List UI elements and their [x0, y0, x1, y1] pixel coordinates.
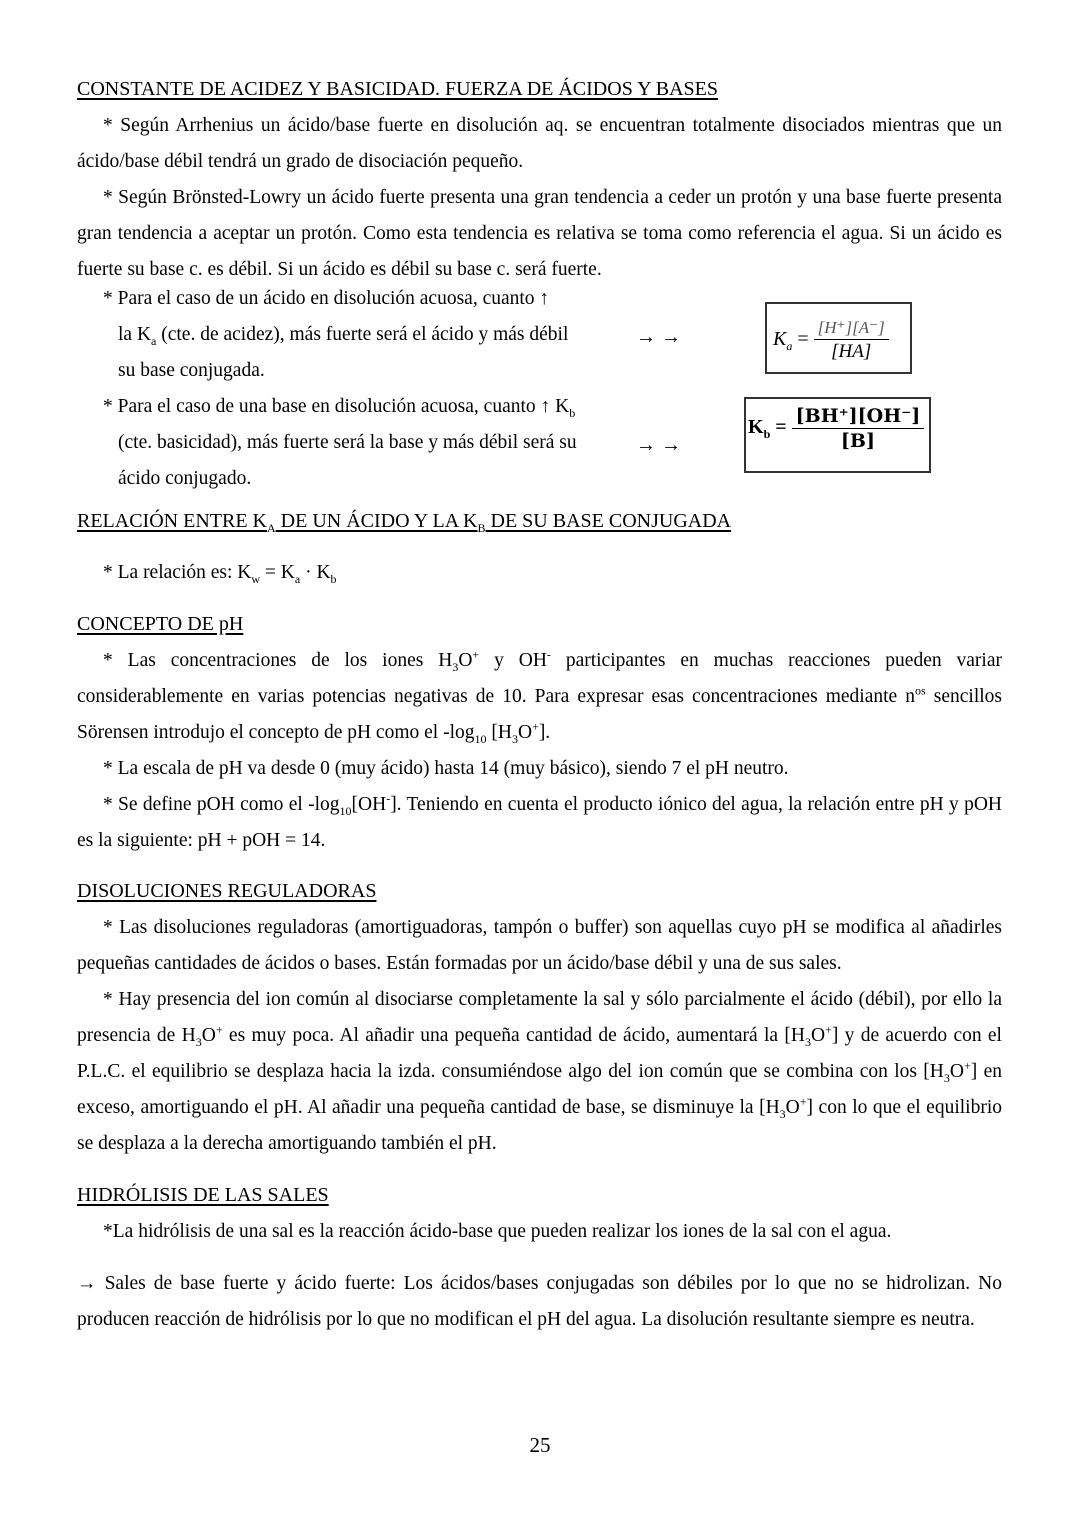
buf-a: * Hay presencia del ion común al disociarse completamente la sal y sólo parcialmente el ácido (débil), por ello la presencia de H: [77, 989, 1002, 1046]
buf-g: ] en exceso, amortiguando el pH. Al añadir una pequeña cantidad de base, se disminuye la [H: [77, 1061, 1002, 1118]
ph-p1-sup-os: os: [915, 683, 926, 698]
buf-sub4: 3: [779, 1106, 786, 1121]
para-strong-base-strong-acid: → Sales de base fuerte y ácido fuerte: Los ácidos/bases conjugadas son débiles por lo que no se hidrolizan. No producen reacción de hidrólisis por lo que no modifican el pH del agua. La disolución resultante siempre es neutra.: [77, 1273, 1002, 1330]
para-bronsted-text: * Según Brönsted-Lowry un ácido fuerte presenta una gran tendencia a ceder un protón y una base fuerte presenta gran tendencia a aceptar un protón. Como esta tendencia es relativa se toma como referencia el agua. Si un ácido es fuerte su base c. es débil. Si un ácido es débil su base c. será fuerte.: [77, 187, 1002, 280]
para-bronsted: [77, 180, 1002, 288]
para-arrhenius: [77, 108, 1002, 180]
relation-line: [103, 562, 337, 584]
page-number: 25: [529, 1433, 551, 1457]
kb-lhs-sub: b: [763, 427, 771, 442]
base-line1-a: * Para el caso de una base en disolución acuosa, cuanto ↑ K: [103, 396, 570, 417]
buf-sub2: 3: [804, 1034, 811, 1049]
relation-sub-a: a: [294, 571, 301, 586]
ph-p1h: ].: [538, 722, 551, 743]
buf-sup1: +: [215, 1022, 223, 1037]
heading-salt-hydrolysis: HIDRÓLISIS DE LAS SALES: [77, 1184, 329, 1206]
para-buffer-definition: [77, 910, 1002, 982]
relation-a: * La relación es: K: [103, 562, 252, 583]
kb-formula-box: [744, 397, 931, 473]
kb-formula: [748, 405, 924, 452]
ka-fraction: [814, 318, 889, 363]
ph-p1-sup-minus: -: [546, 647, 551, 662]
ph-p1c: y OH: [479, 650, 547, 671]
ph-p1e: sencillos Sörensen introdujo el concepto de pH como el -log: [77, 686, 1002, 743]
ph-scale-text: * La escala de pH va desde 0 (muy ácido) hasta 14 (muy básico), siendo 7 el pH neutro.: [103, 758, 789, 779]
ph-p1f: [H: [486, 722, 512, 743]
base-case-line-3: ácido conjugado.: [118, 468, 252, 489]
kb-fraction: [792, 405, 925, 452]
ph-p1-sub10: 10: [474, 731, 487, 746]
para-poh: [77, 787, 1002, 859]
arrows-acid: → →: [636, 326, 681, 348]
poh-b: [OH: [351, 794, 387, 815]
buf-sub1: 3: [195, 1034, 202, 1049]
acid-line2-b: (cte. de acidez), más fuerte será el ácido y más débil: [156, 324, 569, 345]
heading2-b: DE UN ÁCIDO Y LA K: [275, 510, 478, 532]
buffer-def-text: * Las disoluciones reguladoras (amortiguadoras, tampón o buffer) son aquellas cuyo pH se modifica al añadirles pequeñas cantidades de ácidos o bases. Están formadas por un ácido/base débil y una de sus sales.: [77, 917, 1002, 974]
buf-sup4: +: [799, 1094, 807, 1109]
buf-c: es muy poca. Al añadir una pequeña cantidad de ácido, aumentará la [H: [222, 1025, 805, 1046]
buf-h: O: [785, 1097, 800, 1118]
para-ph-definition: [77, 643, 1002, 751]
base-line1-sub: b: [569, 405, 576, 420]
relation-b: = K: [260, 562, 295, 583]
heading-acidity-constants: CONSTANTE DE ACIDEZ Y BASICIDAD. FUERZA DE ÁCIDOS Y BASES: [77, 78, 719, 100]
buf-sup3: +: [963, 1058, 971, 1073]
heading2-sub2: B: [477, 521, 486, 535]
acid-line2-a: la K: [118, 324, 152, 345]
buf-sub3: 3: [943, 1070, 950, 1085]
ph-p1-sup-plus2: +: [532, 719, 539, 734]
buf-i: ] con lo que el equilibrio se desplaza a la derecha amortiguando también el pH.: [77, 1097, 1002, 1154]
para-ph-scale: [77, 751, 1002, 787]
heading2-c: DE SU BASE CONJUGADA: [485, 510, 732, 532]
poh-a: * Se define pOH como el -log: [103, 794, 340, 815]
base-case-line-2: (cte. basicidad), más fuerte será la base y más débil será su: [118, 432, 577, 453]
ka-lhs: K: [773, 328, 787, 351]
poh-sub10: 10: [339, 803, 352, 818]
acid-case-line-3: su base conjugada.: [118, 360, 265, 381]
para-hydrolysis-definition: [77, 1214, 1002, 1250]
ph-p1d: participantes en muchas reacciones pueden variar considerablemente en varias potencias negativas de 10. Para expresar esas concentraciones mediante n: [77, 650, 1002, 707]
ka-formula-box: [765, 302, 912, 374]
buf-sup2: +: [825, 1022, 832, 1037]
ka-lhs-sub: a: [786, 339, 793, 354]
heading-ph-concept: CONCEPTO DE pH: [77, 613, 244, 635]
ph-p1a: * Las concentraciones de los iones H: [103, 650, 453, 671]
heading2-sub1: A: [266, 521, 276, 535]
heading2-a: RELACIÓN ENTRE K: [77, 510, 267, 532]
ph-p1-sub3b: 3: [511, 731, 518, 746]
poh-c: ]. Teniendo en cuenta el producto iónico del agua, la relación entre pH y pOH es la siguiente: pH + pOH = 14.: [77, 794, 1002, 851]
kb-equals: =: [775, 416, 787, 439]
kb-lhs: K: [748, 416, 764, 439]
ka-numerator: [H⁺][A⁻]: [814, 318, 889, 340]
buf-d: O: [810, 1025, 826, 1046]
acid-line2-sub: a: [151, 333, 157, 348]
para-arrhenius-text: * Según Arrhenius un ácido/base fuerte en disolución aq. se encuentran totalmente disociados mientras que un ácido/base débil tendrá un grado de disociación pequeño.: [77, 115, 1002, 172]
acid-case-line-2: [118, 324, 568, 346]
buf-e: ] y de acuerdo con el P.L.C. el equilibrio se desplaza hacia la izda. consumiéndose algo del ion común que se combina con los [H: [77, 1025, 1002, 1082]
kb-denominator: [B]: [840, 430, 875, 452]
acid-case-line-1: * Para el caso de un ácido en disolución acuosa, cuanto ↑: [103, 288, 550, 309]
relation-c: · K: [300, 562, 331, 583]
heading-buffer-solutions: DISOLUCIONES REGULADORAS: [77, 880, 377, 902]
ph-p1g: O: [517, 722, 533, 743]
buf-f: O: [949, 1061, 964, 1082]
para-buffer-mechanism: [77, 982, 1002, 1162]
ka-formula: [773, 318, 889, 363]
buf-b: O: [201, 1025, 216, 1046]
ph-p1-sup-plus: +: [472, 647, 480, 662]
ph-p1b: O: [458, 650, 473, 671]
heading-ka-kb-relation: [77, 510, 731, 533]
arrows-base: → →: [636, 434, 681, 456]
ph-p1-sub3: 3: [452, 659, 459, 674]
ka-denominator: [HA]: [831, 341, 872, 362]
relation-sub-w: w: [251, 571, 261, 586]
relation-sub-b: b: [330, 571, 337, 586]
base-case-line-1: [103, 396, 575, 418]
kb-numerator: [BH⁺][OH⁻]: [792, 405, 925, 429]
hydrolysis-def-text: *La hidrólisis de una sal es la reacción ácido-base que pueden realizar los iones de la sal con el agua.: [103, 1221, 892, 1242]
poh-sup-minus: -: [386, 791, 391, 806]
ka-equals: =: [797, 328, 809, 351]
